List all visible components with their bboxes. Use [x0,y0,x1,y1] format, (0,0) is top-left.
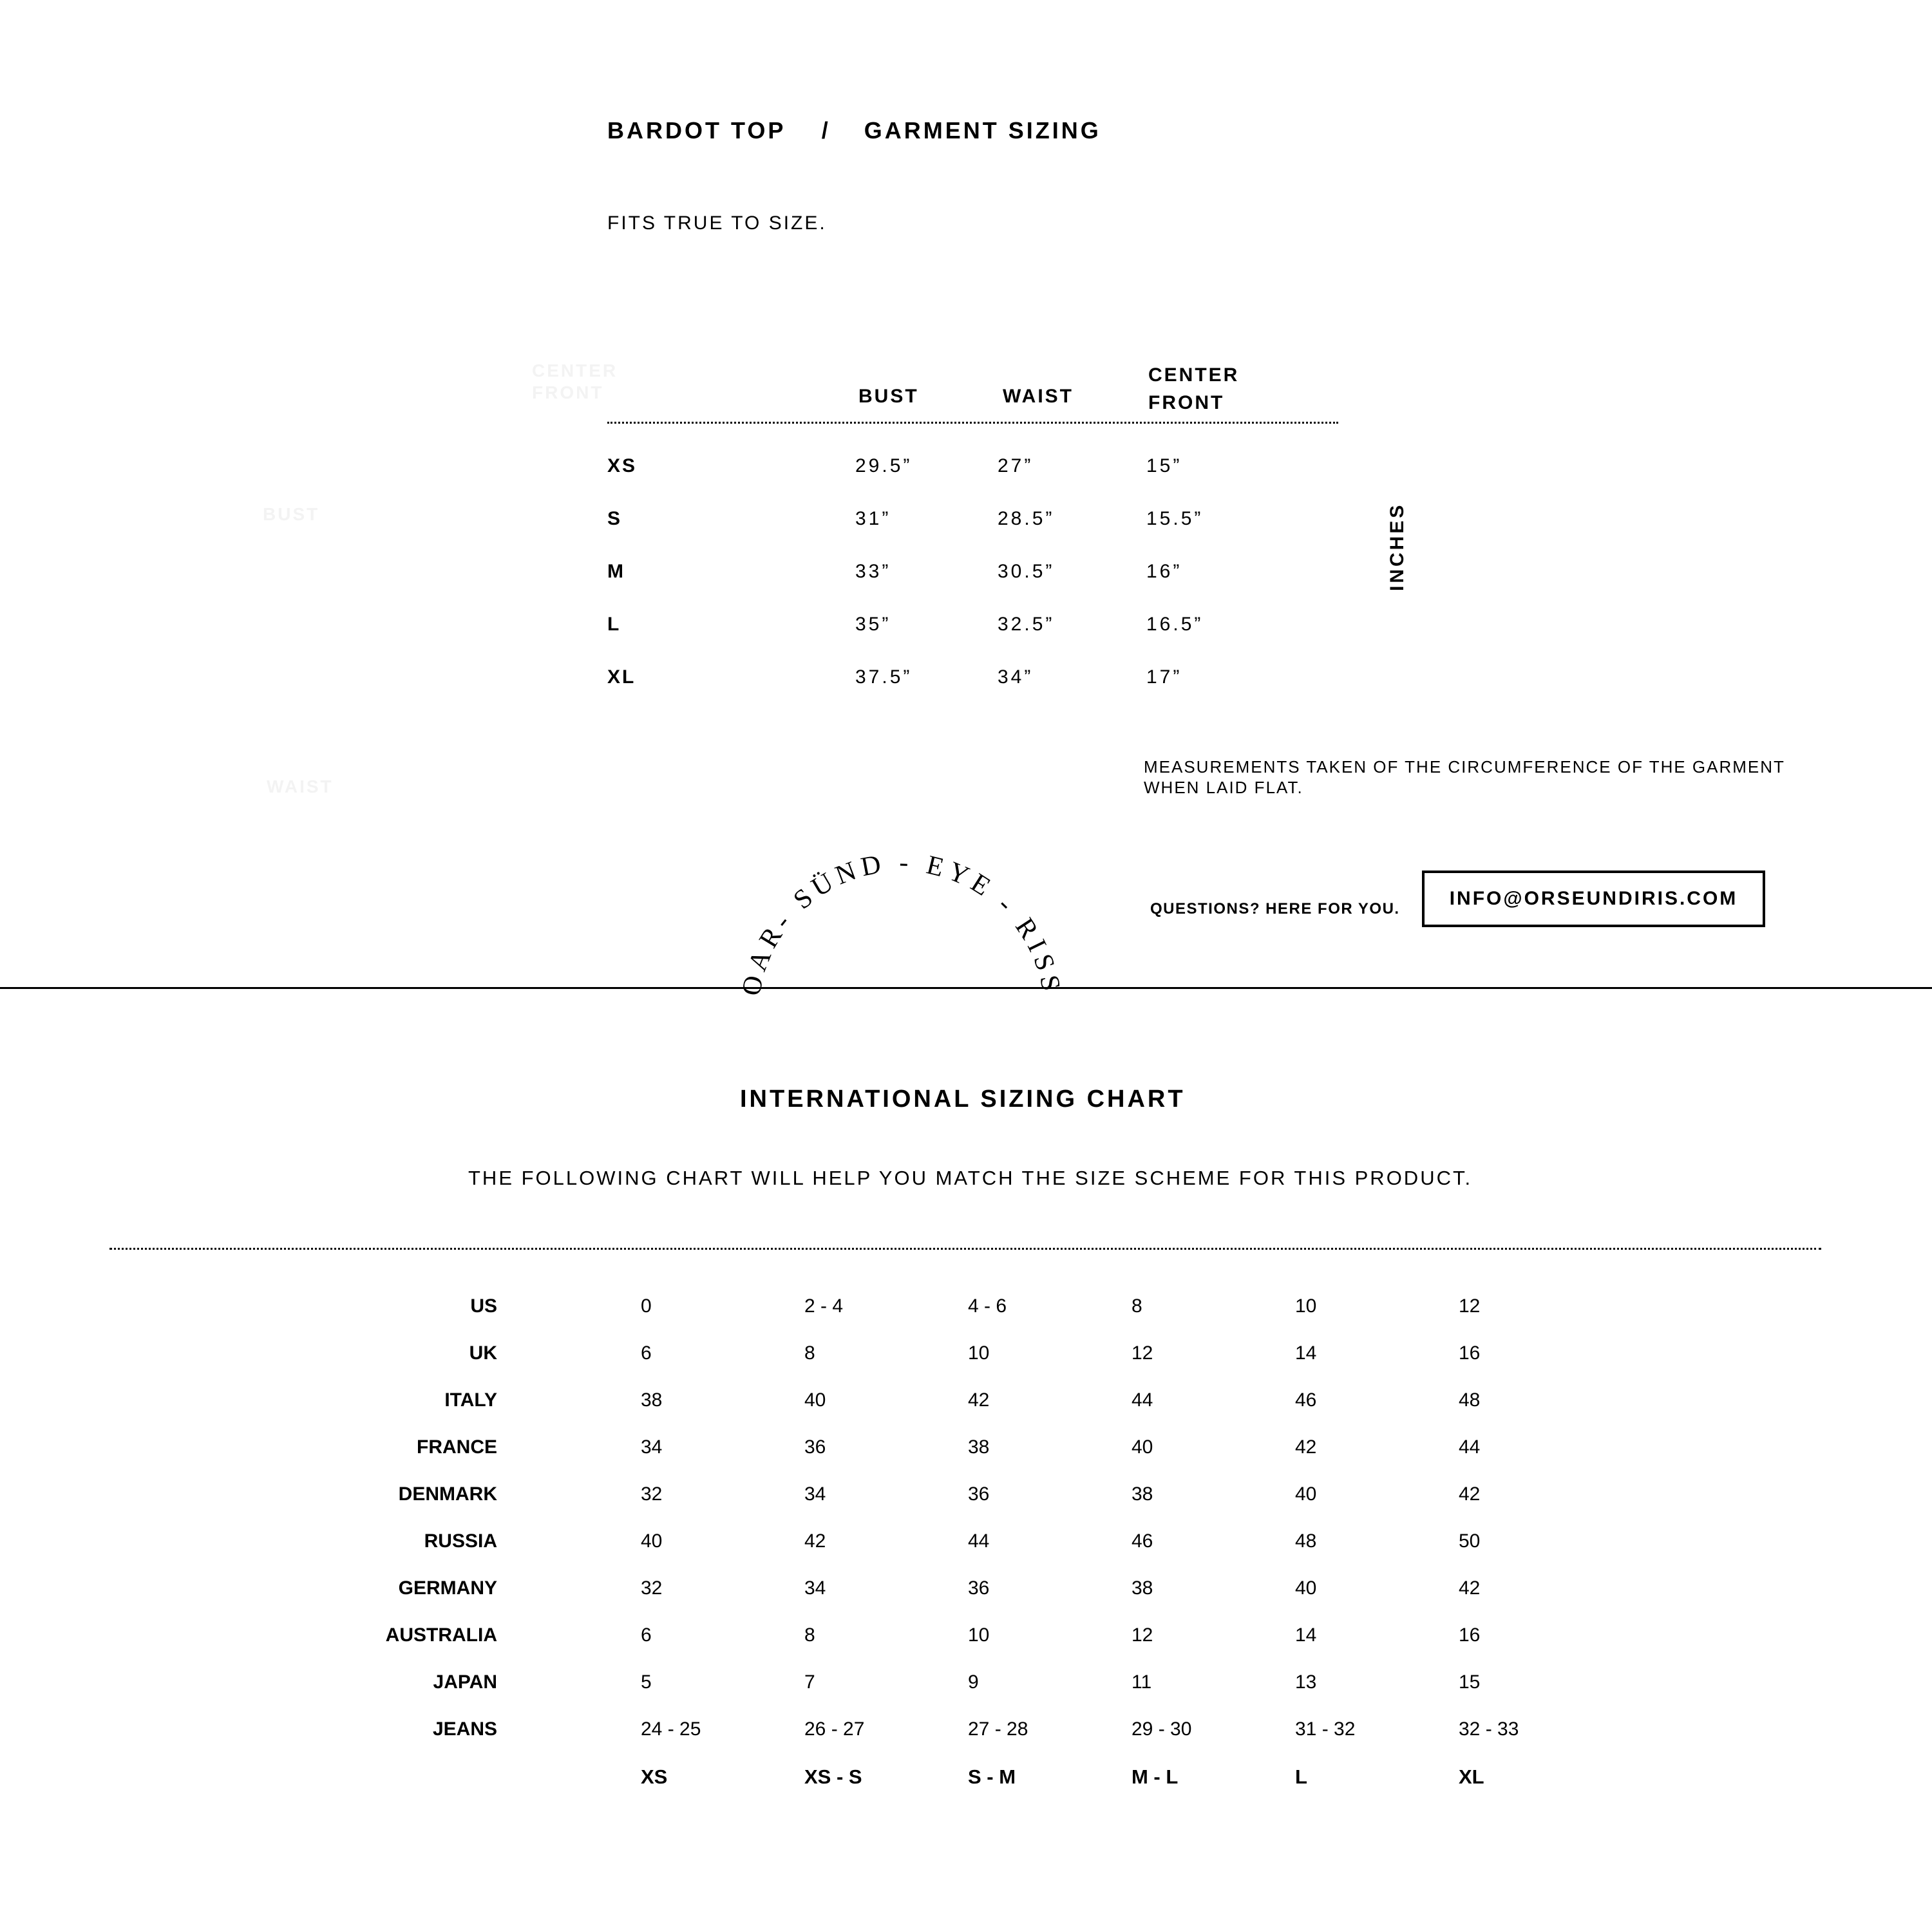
country-label: JEANS [432,1718,497,1740]
table-cell: 46 [1295,1389,1317,1411]
table-cell: 42 [1459,1577,1481,1599]
table-cell: 48 [1459,1389,1481,1411]
table-cell: 38 [1132,1577,1153,1599]
table-cell: 34 [641,1436,663,1458]
table-cell: 8 [804,1342,815,1364]
table-cell: 40 [1295,1577,1317,1599]
size-label: XS - S [804,1765,862,1788]
table-cell: 42 [968,1389,990,1411]
table-cell: 46 [1132,1530,1153,1552]
country-label: AUSTRALIA [385,1624,497,1646]
table-cell: 10 [968,1624,990,1646]
bust-value: 29.5” [855,455,913,476]
table-cell: 10 [968,1342,990,1364]
size-label: M [607,561,625,582]
bust-value: 33” [855,561,891,582]
center-front-value: 17” [1146,666,1182,688]
table-cell: 32 [641,1577,663,1599]
table-cell: 12 [1459,1295,1481,1317]
size-label: S - M [968,1765,1016,1788]
country-label: US [470,1295,497,1317]
waist-value: 30.5” [998,561,1055,582]
header-dotted-rule [607,422,1338,424]
questions-label: QUESTIONS? HERE FOR YOU. [1150,900,1400,918]
table-cell: 13 [1295,1671,1317,1693]
table-cell: 8 [804,1624,815,1646]
size-label: M - L [1132,1765,1179,1788]
waist-value: 28.5” [998,508,1055,529]
column-header-center-front: CENTER FRONT [1148,364,1240,413]
table-cell: 44 [1459,1436,1481,1458]
size-label: XL [1459,1765,1484,1788]
page-title: GARMENT SIZING [864,117,1101,144]
international-chart-title: INTERNATIONAL SIZING CHART [740,1086,1186,1113]
table-cell: 26 - 27 [804,1718,865,1740]
fit-note: FITS TRUE TO SIZE. [607,212,827,234]
email-address[interactable]: INFO@ORSEUNDIRIS.COM [1449,888,1738,909]
ghost-label-bust: BUST [263,504,320,524]
country-label: JAPAN [433,1671,497,1693]
brand-logo-arc [708,795,1095,1014]
table-cell: 48 [1295,1530,1317,1552]
center-front-value: 16.5” [1146,614,1204,635]
table-cell: 36 [968,1577,990,1599]
table-cell: 27 - 28 [968,1718,1028,1740]
table-cell: 40 [804,1389,826,1411]
table-cell: 38 [641,1389,663,1411]
bust-value: 35” [855,614,891,635]
table-cell: 36 [804,1436,826,1458]
table-cell: 42 [1295,1436,1317,1458]
table-cell: 15 [1459,1671,1481,1693]
size-label: XL [607,666,636,688]
column-header-bust: BUST [858,386,919,407]
ghost-label-center-front: CENTER FRONT [532,361,618,402]
table-cell: 12 [1132,1624,1153,1646]
size-label: S [607,508,623,529]
intl-dotted-rule [109,1248,1821,1250]
table-cell: 34 [804,1483,826,1505]
country-label: FRANCE [417,1436,497,1458]
table-cell: 40 [1132,1436,1153,1458]
table-cell: 16 [1459,1342,1481,1364]
table-cell: 32 [641,1483,663,1505]
table-cell: 40 [641,1530,663,1552]
table-cell: 38 [968,1436,990,1458]
country-label: RUSSIA [424,1530,497,1552]
center-front-value: 16” [1146,561,1182,582]
column-header-waist: WAIST [1003,386,1074,407]
table-cell: 7 [804,1671,815,1693]
international-chart-subtitle: THE FOLLOWING CHART WILL HELP YOU MATCH THE SIZE SCHEME FOR THIS PRODUCT. [468,1167,1473,1189]
table-cell: 2 - 4 [804,1295,844,1317]
table-cell: 44 [968,1530,990,1552]
table-cell: 8 [1132,1295,1142,1317]
size-label: XS [607,455,638,476]
waist-value: 34” [998,666,1034,688]
table-cell: 50 [1459,1530,1481,1552]
section-divider [0,987,1932,989]
country-label: GERMANY [398,1577,497,1599]
product-title [607,117,1101,144]
table-cell: 31 - 32 [1295,1718,1356,1740]
table-cell: 42 [804,1530,826,1552]
table-cell: 5 [641,1671,652,1693]
table-cell: 40 [1295,1483,1317,1505]
table-cell: 16 [1459,1624,1481,1646]
size-label: L [1295,1765,1307,1788]
center-front-value: 15.5” [1146,508,1204,529]
waist-value: 32.5” [998,614,1055,635]
table-cell: 32 - 33 [1459,1718,1519,1740]
table-cell: 12 [1132,1342,1153,1364]
size-label: L [607,614,621,635]
table-cell: 14 [1295,1624,1317,1646]
bust-value: 37.5” [855,666,913,688]
logo-arc-text: OAR- SÜND - EYE - RISS [736,847,1067,999]
bust-value: 31” [855,508,891,529]
table-cell: 4 - 6 [968,1295,1007,1317]
table-cell: 44 [1132,1389,1153,1411]
country-label: ITALY [444,1389,497,1411]
size-label: XS [641,1765,668,1788]
product-name: BARDOT TOP [607,117,786,144]
ghost-label-waist: WAIST [267,776,334,796]
email-contact-button[interactable] [1422,871,1765,927]
table-cell: 34 [804,1577,826,1599]
table-cell: 14 [1295,1342,1317,1364]
table-cell: 29 - 30 [1132,1718,1192,1740]
table-cell: 24 - 25 [641,1718,701,1740]
unit-label-inches: INCHES [1387,502,1408,591]
table-cell: 9 [968,1671,979,1693]
center-front-value: 15” [1146,455,1182,476]
country-label: DENMARK [398,1483,497,1505]
table-cell: 36 [968,1483,990,1505]
table-cell: 6 [641,1342,652,1364]
title-separator: / [821,117,831,144]
table-cell: 6 [641,1624,652,1646]
table-cell: 0 [641,1295,652,1317]
measurement-note: MEASUREMENTS TAKEN OF THE CIRCUMFERENCE OF THE GARMENT WHEN LAID FLAT. [1144,757,1785,797]
svg-text:OAR- SÜND - EYE - RISS [737,848,1067,999]
table-cell: 10 [1295,1295,1317,1317]
country-label: UK [469,1342,497,1364]
table-cell: 11 [1132,1671,1152,1693]
table-cell: 38 [1132,1483,1153,1505]
waist-value: 27” [998,455,1034,476]
table-cell: 42 [1459,1483,1481,1505]
